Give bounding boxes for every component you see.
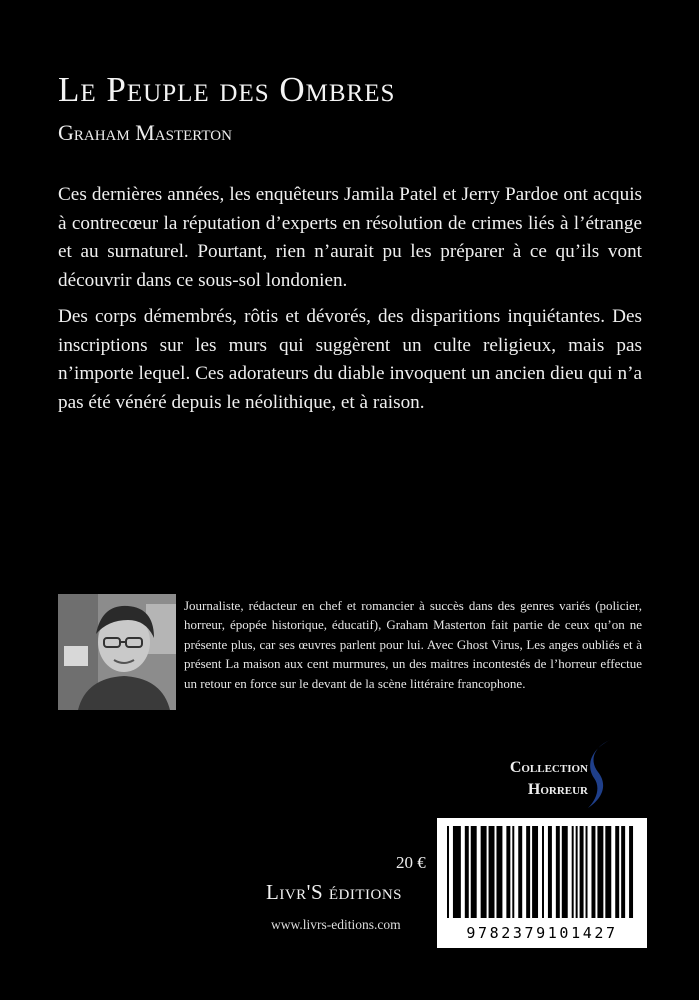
- blurb-paragraph-2: Des corps démembrés, rôtis et dévorés, des disparitions inquiétantes. Des inscriptions sur les murs qui suggèrent un culte religieux, mais pas n’importe lequel. Ces adorateurs du diable invoquent un ancien dieu qui n’a pas été vénéré depuis le néolithique, et à raison.: [58, 306, 642, 413]
- barcode-bar: [548, 826, 552, 918]
- barcode-bar: [506, 826, 510, 918]
- barcode-bar: [453, 826, 461, 918]
- collection-s-swash-icon: [584, 738, 614, 810]
- barcode-bar: [580, 826, 584, 918]
- barcode-bar: [526, 826, 530, 918]
- barcode-bar: [471, 826, 477, 918]
- collection-line-1: Collection: [509, 759, 588, 776]
- blurb-paragraph-1: Ces dernières années, les enquêteurs Jamila Patel et Jerry Pardoe ont acquis à contrecœur la réputation d’experts en résolution de crimes liés à l’étrange et au surnaturel. Pourtant, rien n’aurait pu les préparer à ce qu’ils vont découvrir dans ce sous-sol londonien.: [58, 184, 642, 291]
- barcode-bar: [465, 826, 469, 918]
- barcode-bar: [447, 826, 449, 918]
- barcode-bar: [518, 826, 522, 918]
- barcode-bar: [481, 826, 487, 918]
- book-title: Le Peuple des Ombres: [58, 70, 396, 109]
- barcode-bar: [572, 826, 574, 918]
- barcode-bar: [542, 826, 544, 918]
- barcode-bar: [591, 826, 595, 918]
- barcode-bar: [605, 826, 611, 918]
- author-portrait-icon: [58, 594, 176, 710]
- barcode-bar: [512, 826, 514, 918]
- barcode-bar: [621, 826, 625, 918]
- barcode-bar: [576, 826, 578, 918]
- barcode-bar: [496, 826, 502, 918]
- barcode-bar: [489, 826, 495, 918]
- price: 20 €: [396, 853, 426, 872]
- barcode-bar: [629, 826, 633, 918]
- publisher-website: www.livrs-editions.com: [271, 917, 401, 932]
- collection-line-2: Horreur: [527, 781, 588, 798]
- author-bio: Journaliste, rédacteur en chef et romancier à succès dans des genres variés (policier, horreur, épopée historique, éducatif), Graham Masterton fait partie de ceux qu’on ne présente plus, car ses œuvres parlent pour lui. Avec Ghost Virus, Les anges oubliés et à présent La maison aux cent murmures, un des maitres incontestés de l’horreur effectue un retour en force sur le devant de la scène littéraire francophone.: [184, 598, 642, 691]
- barcode-bar: [562, 826, 568, 918]
- collection-label: [478, 757, 588, 801]
- publisher-name: Livr'S éditions: [266, 880, 403, 904]
- isbn-digits: 9782379101427: [466, 924, 618, 942]
- barcode-bar: [615, 826, 619, 918]
- barcode-icon: [437, 818, 647, 948]
- barcode-bar: [597, 826, 603, 918]
- book-author: Graham Masterton: [58, 120, 232, 145]
- barcode-bar: [586, 826, 588, 918]
- barcode-bar: [556, 826, 560, 918]
- barcode-bar: [532, 826, 538, 918]
